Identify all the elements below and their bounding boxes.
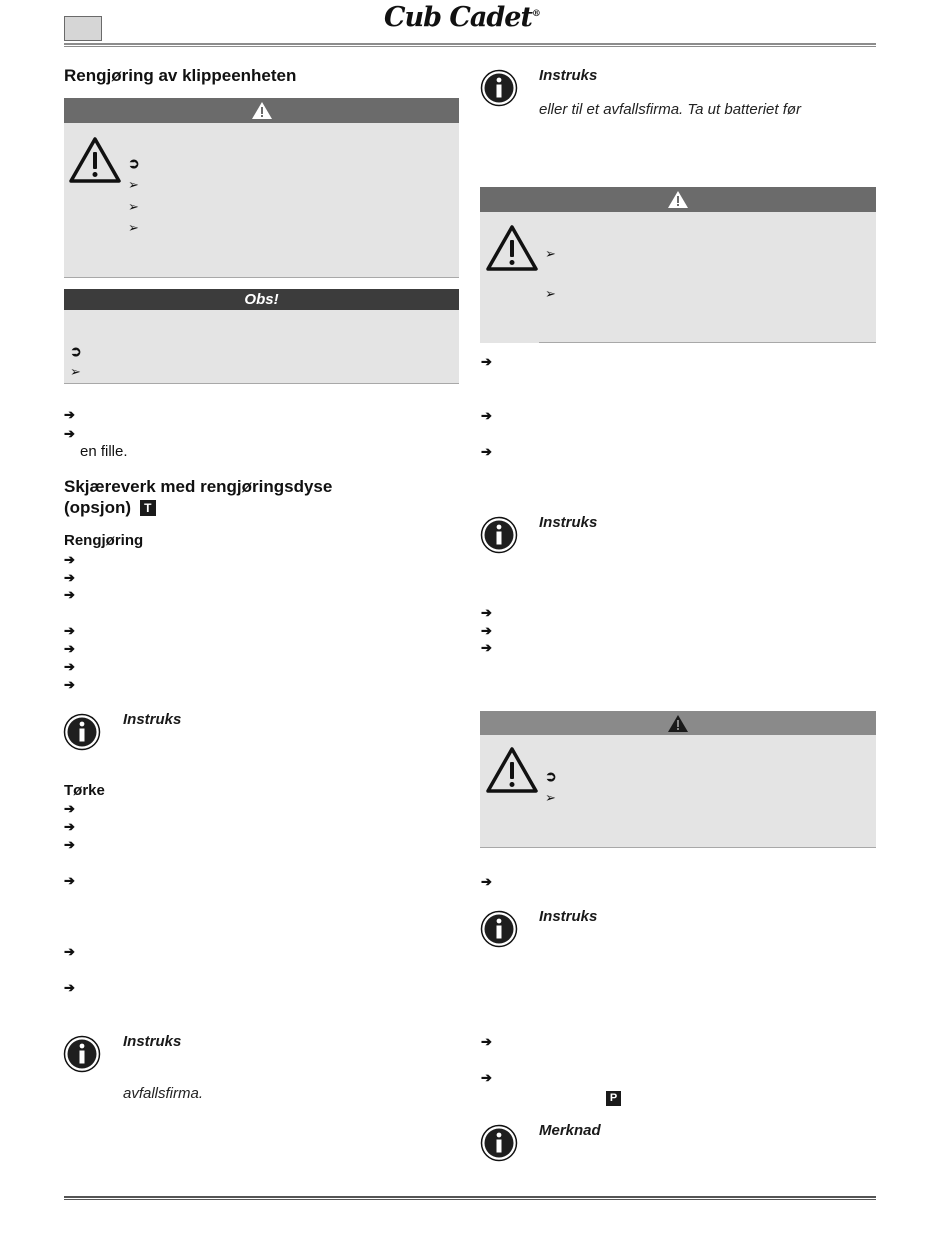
brand-logo <box>384 2 559 34</box>
arrow-right-icon: ➔ <box>64 570 75 585</box>
arrow-right-icon: ➔ <box>64 837 75 852</box>
arrow-right-icon: ➔ <box>481 640 492 655</box>
warning-box-header <box>64 98 459 123</box>
chevron-bullet-icon: ➢ <box>70 364 81 379</box>
merknad-label: Merknad <box>539 1122 601 1139</box>
circular-arrow-icon: ➲ <box>70 343 82 359</box>
info-circle-icon <box>63 1035 101 1073</box>
obs-label: Obs! <box>244 291 279 308</box>
subheading-rengjoring: Rengjøring <box>64 532 144 549</box>
warning-box-header <box>480 711 876 735</box>
arrow-right-icon: ➔ <box>481 874 492 889</box>
info-circle-icon <box>480 69 518 107</box>
section-title-nozzle-option <box>64 497 156 518</box>
arrow-right-icon: ➔ <box>64 552 75 567</box>
instruks-label: Instruks <box>123 1033 182 1050</box>
warning-triangle-icon <box>251 101 273 120</box>
circular-arrow-icon: ➲ <box>545 768 557 784</box>
section-title-option-text: (opsjon) <box>64 498 132 517</box>
header-rule <box>64 43 876 47</box>
info-circle-icon <box>480 1124 518 1162</box>
warning-triangle-icon <box>485 224 539 272</box>
arrow-right-icon: ➔ <box>64 623 75 638</box>
arrow-right-icon: ➔ <box>64 980 75 995</box>
arrow-right-icon: ➔ <box>481 354 492 369</box>
instruks-label: Instruks <box>123 711 182 728</box>
warning-triangle-icon <box>667 190 689 209</box>
warning-box-rule <box>120 277 459 278</box>
warning-box-body <box>64 123 459 278</box>
arrow-right-icon: ➔ <box>64 426 75 441</box>
instruks-label: Instruks <box>539 908 598 925</box>
brand-registered-mark: ® <box>531 9 540 19</box>
instruks-text: eller til et avfallsfirma. Ta ut batteriet før <box>539 101 802 118</box>
obs-box-body <box>64 310 459 384</box>
obs-box-header <box>64 289 459 310</box>
arrow-right-icon: ➔ <box>64 659 75 674</box>
arrow-right-icon: ➔ <box>481 408 492 423</box>
info-circle-icon <box>480 516 518 554</box>
arrow-right-icon: ➔ <box>481 605 492 620</box>
warning-box-header <box>480 187 876 212</box>
parking-badge <box>606 1088 621 1106</box>
circular-arrow-icon: ➲ <box>128 155 140 171</box>
instruks-label: Instruks <box>539 514 598 531</box>
arrow-right-icon: ➔ <box>64 407 75 422</box>
chevron-bullet-icon: ➢ <box>128 199 139 214</box>
warning-box-rule <box>539 342 876 343</box>
arrow-right-icon: ➔ <box>64 641 75 656</box>
brand-logo-text: Cub Cadet <box>384 2 532 33</box>
arrow-right-icon: ➔ <box>64 677 75 692</box>
warning-box-body <box>480 735 876 848</box>
arrow-right-icon: ➔ <box>64 587 75 602</box>
warning-triangle-icon <box>667 714 689 733</box>
parking-badge-letter: P <box>606 1091 621 1106</box>
arrow-right-icon: ➔ <box>64 819 75 834</box>
info-circle-icon <box>480 910 518 948</box>
arrow-right-icon: ➔ <box>64 873 75 888</box>
chevron-bullet-icon: ➢ <box>545 246 556 261</box>
arrow-right-icon: ➔ <box>481 1070 492 1085</box>
subheading-torke: Tørke <box>64 782 105 799</box>
warning-box-body <box>480 212 876 343</box>
chevron-bullet-icon: ➢ <box>128 220 139 235</box>
arrow-right-icon: ➔ <box>481 623 492 638</box>
fille-text: en fille. <box>80 443 128 460</box>
instruks-text: avfallsfirma. <box>123 1085 204 1102</box>
page-number-tab <box>64 16 102 41</box>
footer-rule <box>64 1196 876 1200</box>
warning-triangle-icon <box>485 746 539 794</box>
section-title-nozzle: Skjæreverk med rengjøringsdyse <box>64 477 333 496</box>
instruks-label: Instruks <box>539 67 598 84</box>
chevron-bullet-icon: ➢ <box>545 286 556 301</box>
option-badge: T <box>140 500 156 516</box>
chevron-bullet-icon: ➢ <box>128 177 139 192</box>
chevron-bullet-icon: ➢ <box>545 790 556 805</box>
section-title-cleaning-cutter: Rengjøring av klippeenheten <box>64 66 297 85</box>
arrow-right-icon: ➔ <box>64 944 75 959</box>
arrow-right-icon: ➔ <box>481 1034 492 1049</box>
arrow-right-icon: ➔ <box>64 801 75 816</box>
arrow-right-icon: ➔ <box>481 444 492 459</box>
info-circle-icon <box>63 713 101 751</box>
warning-triangle-icon <box>68 136 122 184</box>
